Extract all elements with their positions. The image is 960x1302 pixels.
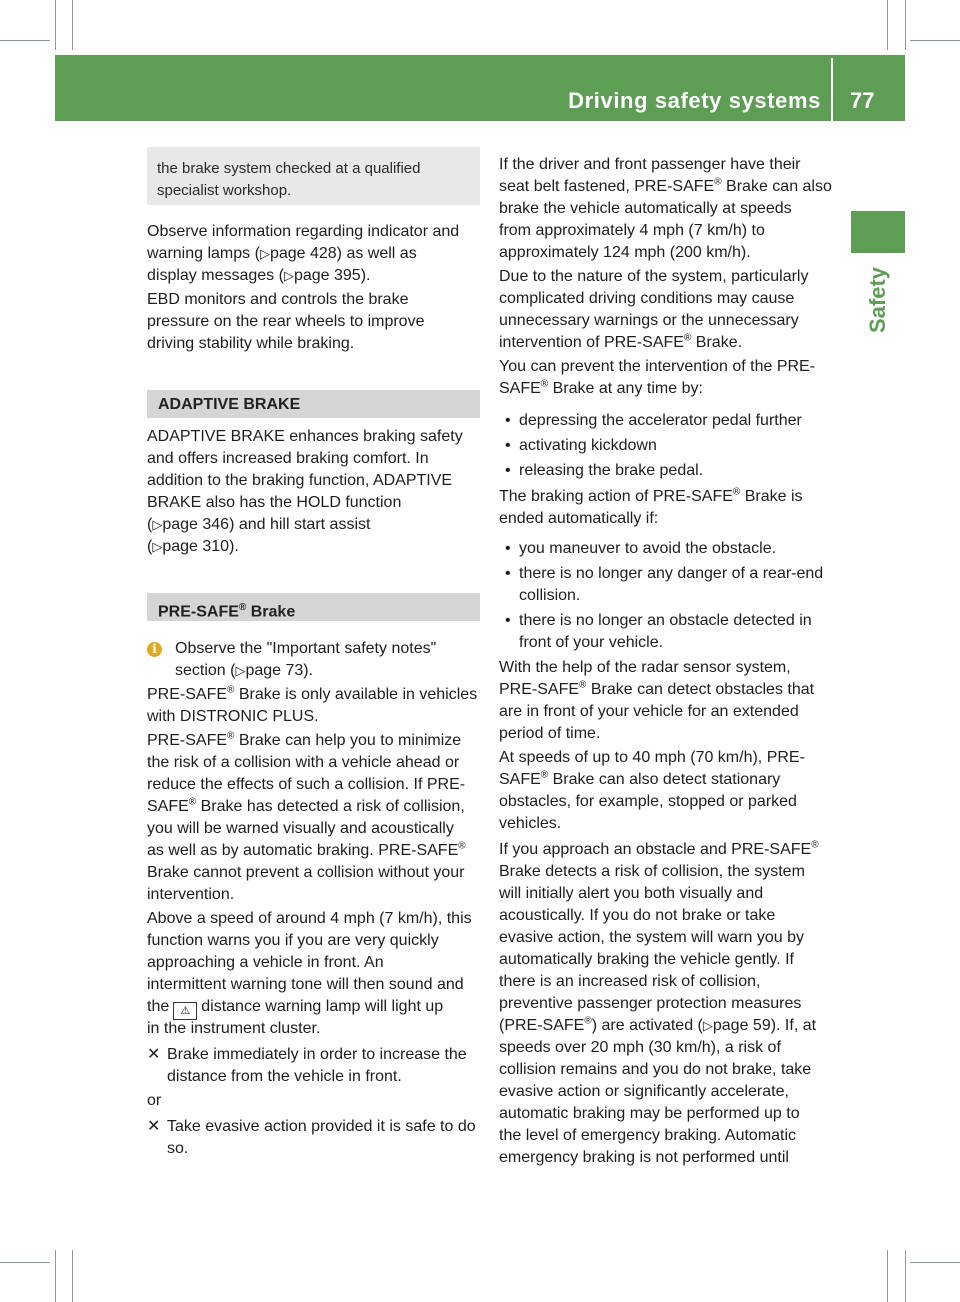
x-step-icon: ✕ — [147, 1118, 161, 1135]
text-line: period of time. — [499, 725, 601, 742]
note-box — [147, 147, 480, 205]
header-separator — [831, 58, 833, 121]
crop-mark — [910, 40, 960, 41]
list-item: there is no longer an obstacle detected in — [519, 612, 812, 629]
section-heading-text: ADAPTIVE BRAKE — [158, 396, 301, 413]
section-tab-marker — [851, 211, 905, 253]
text-line: PRE-SAFE® Brake can help you to minimize — [147, 730, 462, 749]
text-line: preventive passenger protection measures — [499, 995, 802, 1012]
text-line: ended automatically if: — [499, 510, 659, 527]
section-tab-label — [853, 260, 903, 340]
text-line: If you approach an obstacle and PRE-SAFE® — [499, 839, 819, 858]
text-line: intermittent warning tone will then sound and — [147, 976, 464, 993]
list-item: front of your vehicle. — [519, 634, 664, 651]
crop-mark — [0, 40, 50, 41]
text-line: speeds over 20 mph (30 km/h), a risk of — [499, 1039, 781, 1056]
section-heading-text: PRE-SAFE® Brake — [158, 602, 296, 621]
text-line: pressure on the rear wheels to improve — [147, 313, 425, 330]
text-line: emergency braking is not performed until — [499, 1149, 789, 1166]
text-line: driving stability while braking. — [147, 335, 355, 352]
list-item: activating kickdown — [519, 437, 657, 454]
text-line: addition to the braking function, ADAPTIVE — [147, 472, 453, 489]
text-line: approximately 124 mph (200 km/h). — [499, 244, 751, 261]
text-line: or — [147, 1092, 162, 1109]
page-title: Driving safety systems — [568, 88, 821, 113]
bullet-icon: • — [505, 462, 511, 479]
text-line: brake the vehicle automatically at speeds — [499, 200, 792, 217]
text-line: complicated driving conditions may cause — [499, 290, 795, 307]
step-line: Brake immediately in order to increase the — [167, 1046, 467, 1063]
crop-mark — [905, 1250, 906, 1302]
triangle-right-icon: ▷ — [259, 246, 270, 261]
crop-mark — [905, 0, 906, 50]
list-item: collision. — [519, 587, 581, 604]
text-line: with DISTRONIC PLUS. — [147, 708, 319, 725]
page-number: 77 — [850, 88, 875, 113]
text-line: Observe information regarding indicator and — [147, 223, 460, 240]
crop-mark — [887, 0, 888, 50]
step-line: so. — [167, 1140, 189, 1157]
text-line: At speeds of up to 40 mph (70 km/h), PRE- — [499, 749, 805, 766]
triangle-right-icon: ▷ — [702, 1018, 713, 1033]
distance-warning-lamp-icon: ⚠ — [173, 1002, 197, 1020]
text-line: the level of emergency braking. Automatic — [499, 1127, 797, 1144]
note-line: specialist workshop. — [157, 182, 292, 199]
text-line: acoustically. If you do not brake or take — [499, 907, 776, 924]
text-line: (▷page 346) and hill start assist — [147, 516, 371, 533]
text-line: obstacles, for example, stopped or parked — [499, 793, 797, 810]
text-line: ADAPTIVE BRAKE enhances braking safety — [147, 428, 463, 445]
text-line: and offers increased braking comfort. In — [147, 450, 429, 467]
text-line: there is an increased risk of collision, — [499, 973, 761, 990]
text-line: PRE-SAFE® Brake can detect obstacles that — [499, 679, 815, 698]
text-line: unnecessary warnings or the unnecessary — [499, 312, 799, 329]
step-line: Take evasive action provided it is safe to do — [167, 1118, 476, 1135]
text-line: you will be warned visually and acoustically — [147, 820, 454, 837]
text-line: SAFE® Brake can also detect stationary — [499, 769, 781, 788]
text-line: approaching a vehicle in front. An — [147, 954, 384, 971]
text-line: collision remains and you do not brake, take — [499, 1061, 812, 1078]
text-line: automatically braking the vehicle gently. If — [499, 951, 794, 968]
text-line: evasive action, the system will warn you by — [499, 929, 805, 946]
text-line: SAFE® Brake at any time by: — [499, 378, 703, 397]
text-line: are in front of your vehicle for an extended — [499, 703, 799, 720]
crop-mark — [910, 1262, 960, 1263]
note-line: the brake system checked at a qualified — [157, 160, 421, 177]
crop-mark — [887, 1250, 888, 1302]
text-line: reduce the effects of such a collision. If PRE- — [147, 776, 466, 793]
text-line: display messages (▷page 395). — [147, 267, 371, 284]
crop-mark — [0, 1262, 50, 1263]
crop-mark — [55, 1250, 56, 1302]
text-line: will initially alert you both visually and — [499, 885, 764, 902]
text-line: the risk of a collision with a vehicle ahead or — [147, 754, 460, 771]
text-line: as well as by automatic braking. PRE-SAFE® — [147, 840, 466, 859]
text-line: vehicles. — [499, 815, 562, 832]
text-line: SAFE® Brake has detected a risk of collision, — [147, 796, 465, 815]
bullet-icon: • — [505, 612, 511, 629]
text-line: The braking action of PRE-SAFE® Brake is — [499, 486, 803, 505]
text-line: seat belt fastened, PRE-SAFE® Brake can also — [499, 176, 832, 195]
text-line: PRE-SAFE® Brake is only available in vehicles — [147, 684, 478, 703]
triangle-right-icon: ▷ — [152, 517, 163, 532]
x-step-icon: ✕ — [147, 1046, 161, 1063]
step-line: distance from the vehicle in front. — [167, 1068, 402, 1085]
text-line: (PRE-SAFE®) are activated (▷page 59). If, at — [499, 1015, 817, 1034]
text-line: evasive action or significantly accelerate, — [499, 1083, 789, 1100]
triangle-right-icon: ▷ — [152, 539, 163, 554]
text-line: With the help of the radar sensor system, — [499, 659, 791, 676]
info-icon: i — [147, 642, 162, 657]
bullet-icon: • — [505, 565, 511, 582]
section-heading-pre-safe-brake — [147, 593, 480, 621]
section-tab-text: Safety — [865, 266, 891, 334]
text-line: intervention of PRE-SAFE® Brake. — [499, 332, 743, 351]
list-item: there is no longer any danger of a rear-end — [519, 565, 824, 582]
bullet-icon: • — [505, 412, 511, 429]
text-line: in the instrument cluster. — [147, 1020, 321, 1037]
bullet-icon: • — [505, 437, 511, 454]
text-line: If the driver and front passenger have their — [499, 156, 801, 173]
text-line: automatic braking may be performed up to — [499, 1105, 800, 1122]
text-line: function warns you if you are very quickly — [147, 932, 439, 949]
text-line: EBD monitors and controls the brake — [147, 291, 409, 308]
list-item: you maneuver to avoid the obstacle. — [519, 540, 777, 557]
triangle-right-icon: ▷ — [283, 268, 294, 283]
text-line: from approximately 4 mph (7 km/h) to — [499, 222, 765, 239]
list-item: depressing the accelerator pedal further — [519, 412, 802, 429]
list-item: releasing the brake pedal. — [519, 462, 704, 479]
crop-mark — [72, 0, 73, 50]
text-line: intervention. — [147, 886, 235, 903]
text-line: BRAKE also has the HOLD function — [147, 494, 402, 511]
text-line: section (▷page 73). — [175, 662, 314, 679]
text-line: Observe the "Important safety notes" — [175, 640, 437, 657]
bullet-icon: • — [505, 540, 511, 557]
text-line: Above a speed of around 4 mph (7 km/h), this — [147, 910, 472, 927]
text-line: You can prevent the intervention of the PRE- — [499, 358, 816, 375]
crop-mark — [55, 0, 56, 50]
text-line: the ⚠ distance warning lamp will light up — [147, 996, 443, 1020]
text-line: (▷page 310). — [147, 538, 239, 555]
section-heading-adaptive-brake — [147, 390, 480, 418]
text-line: Due to the nature of the system, particularly — [499, 268, 809, 285]
triangle-right-icon: ▷ — [235, 663, 246, 678]
text-line: warning lamps (▷page 428) as well as — [147, 245, 417, 262]
text-line: Brake detects a risk of collision, the system — [499, 863, 805, 880]
text-line: Brake cannot prevent a collision without your — [147, 864, 465, 881]
crop-mark — [72, 1250, 73, 1302]
